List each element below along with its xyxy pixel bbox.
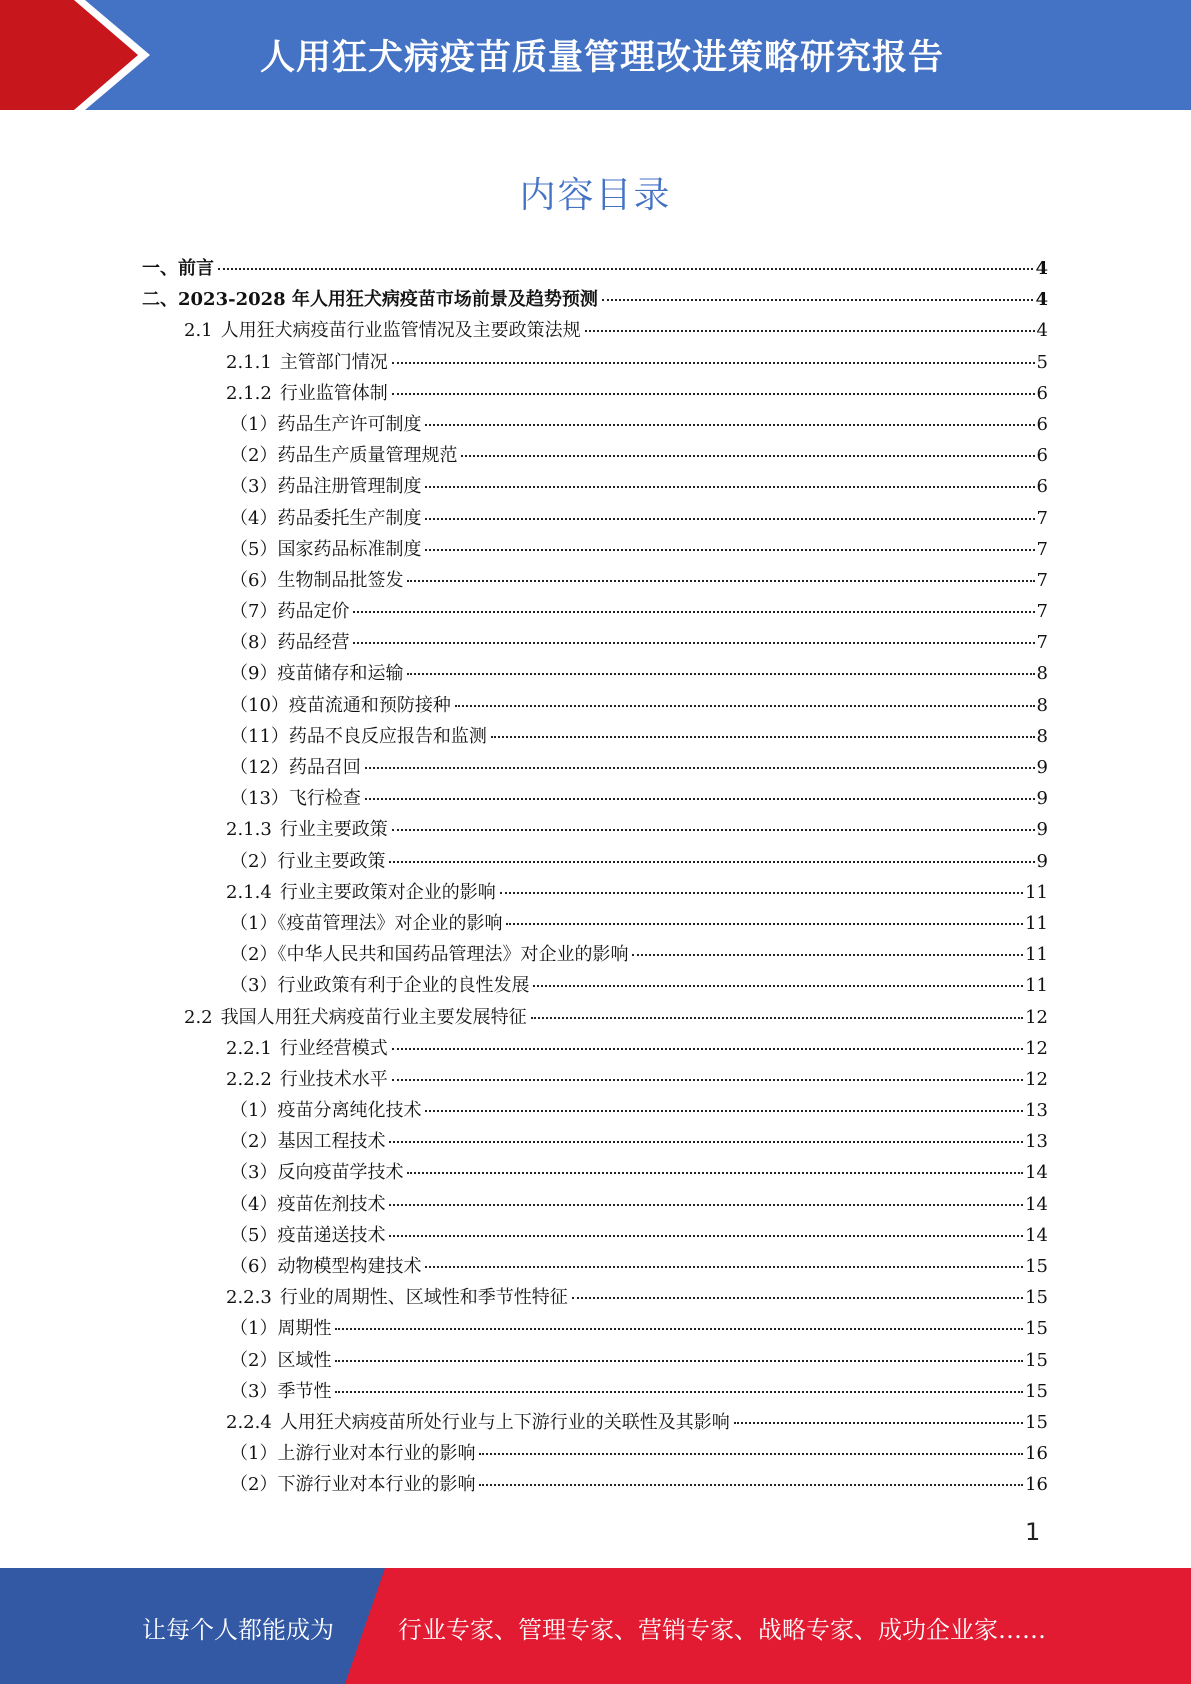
toc-entry-page: 4	[1035, 258, 1048, 279]
toc-dot-leader	[425, 548, 1034, 551]
toc-entry-text: （8）药品经营	[230, 632, 350, 654]
toc-entry-text: （10）疫苗流通和预防接种	[230, 694, 451, 716]
toc-entry-page: 6	[1036, 413, 1048, 435]
toc-entry[interactable]	[142, 1095, 1048, 1126]
toc-entry[interactable]	[142, 596, 1048, 627]
toc-dot-leader	[461, 454, 1034, 457]
toc-entry-text: （6）生物制品批签发	[230, 569, 404, 591]
toc-dot-leader	[365, 766, 1035, 769]
toc-entry-text: （2）下游行业对本行业的影响	[230, 1474, 476, 1496]
toc-entry-text: （3）季节性	[230, 1380, 332, 1402]
toc-dot-leader	[632, 953, 1023, 956]
toc-entry[interactable]	[142, 253, 1048, 284]
toc-entry-label	[230, 627, 349, 658]
toc-entry[interactable]	[142, 284, 1048, 315]
toc-dot-leader	[572, 1296, 1023, 1299]
toc-dot-leader	[533, 984, 1023, 987]
toc-entry[interactable]	[142, 1438, 1048, 1469]
toc-entry-page: 15	[1025, 1380, 1048, 1402]
toc-entry[interactable]	[142, 1313, 1048, 1344]
toc-entry-label	[230, 783, 361, 814]
toc-entry-page: 7	[1036, 632, 1048, 654]
toc-entry-label	[230, 1345, 331, 1376]
toc-entry[interactable]	[142, 970, 1048, 1001]
toc-entry-page: 8	[1036, 725, 1048, 747]
toc-entry-page: 15	[1025, 1287, 1048, 1309]
toc-entry[interactable]	[142, 1033, 1048, 1064]
toc-entry-number: 2.1	[184, 320, 213, 342]
toc-entry-page: 7	[1036, 538, 1048, 560]
toc-dot-leader	[392, 392, 1035, 395]
toc-entry-label	[230, 752, 361, 783]
report-title: 人用狂犬病疫苗质量管理改进策略研究报告	[260, 38, 945, 78]
toc-entry-page: 7	[1036, 601, 1048, 623]
toc-entry-page: 6	[1036, 476, 1048, 498]
toc-entry-number: 2.1.2	[226, 382, 272, 404]
toc-entry-page: 15	[1025, 1349, 1048, 1371]
toc-entry-text: （1）周期性	[230, 1318, 332, 1340]
toc-dot-leader	[353, 641, 1034, 644]
toc-entry-page: 8	[1036, 663, 1048, 685]
toc-entry-text: （2）行业主要政策	[230, 850, 386, 872]
toc-entry[interactable]	[142, 315, 1048, 346]
toc-dot-leader	[491, 735, 1035, 738]
toc-entry-label	[184, 315, 581, 346]
toc-entry-label	[226, 347, 388, 378]
toc-entry-label	[230, 1220, 385, 1251]
toc-dot-leader	[353, 610, 1034, 613]
toc-entry-text: （1）疫苗分离纯化技术	[230, 1100, 422, 1122]
toc-entry-page: 16	[1025, 1443, 1048, 1465]
toc-entry-page: 13	[1025, 1131, 1048, 1153]
toc-entry[interactable]	[142, 565, 1048, 596]
toc-entry-text: （7）药品定价	[230, 601, 350, 623]
toc-dot-leader	[407, 579, 1034, 582]
toc-entry-text: 人用狂犬病疫苗所处行业与上下游行业的关联性及其影响	[279, 1411, 730, 1433]
toc-dot-leader	[500, 891, 1023, 894]
toc-entry-page: 15	[1025, 1411, 1048, 1433]
toc-entry-label	[226, 814, 388, 845]
toc-entry-label	[142, 253, 214, 284]
toc-dot-leader	[479, 1452, 1023, 1455]
toc-entry-page: 11	[1025, 881, 1048, 903]
toc-entry-label	[230, 565, 403, 596]
toc-entry-label	[230, 939, 628, 970]
toc-entry-page: 7	[1036, 507, 1048, 529]
toc-entry-label	[226, 1033, 388, 1064]
toc-entry-number: 2.2.2	[226, 1068, 272, 1090]
toc-entry-page: 12	[1025, 1037, 1048, 1059]
toc-entry-label	[230, 503, 421, 534]
toc-entry-page: 9	[1036, 757, 1048, 778]
toc-entry-page: 12	[1025, 1068, 1048, 1090]
toc-dot-leader	[389, 1203, 1023, 1206]
toc-dot-leader	[335, 1390, 1023, 1393]
toc-entry[interactable]	[142, 409, 1048, 440]
toc-entry-text: 我国人用狂犬病疫苗行业主要发展特征	[220, 1006, 527, 1028]
toc-entry-label	[230, 690, 451, 721]
toc-entry-text: 二、2023-2028 年人用狂犬病疫苗市场前景及趋势预测	[142, 289, 598, 311]
toc-dot-leader	[335, 1359, 1023, 1362]
toc-entry[interactable]	[142, 1282, 1048, 1313]
red-chevron-shape	[0, 0, 142, 110]
toc-entry-text: 主管部门情况	[279, 351, 388, 373]
toc-entry-page: 15	[1025, 1256, 1048, 1277]
toc-entry[interactable]	[142, 1469, 1048, 1500]
toc-entry-label	[230, 721, 487, 752]
toc-entry-page: 12	[1025, 1006, 1048, 1028]
toc-entry[interactable]	[142, 783, 1048, 814]
toc-entry-number: 2.1.4	[226, 881, 272, 903]
toc-entry-text: （2）药品生产质量管理规范	[230, 445, 458, 467]
toc-entry-text: 行业经营模式	[279, 1037, 388, 1059]
toc-dot-leader	[392, 361, 1035, 364]
toc-entry-number: 2.2.3	[226, 1287, 272, 1309]
toc-entry-page: 4	[1035, 289, 1048, 311]
toc-entry-label	[226, 877, 496, 908]
toc-entry-page: 6	[1036, 382, 1048, 404]
toc-entry[interactable]	[142, 440, 1048, 471]
toc-entry-label	[230, 440, 457, 471]
toc-entry-number: 2.2	[184, 1006, 213, 1028]
toc-entry[interactable]	[142, 1407, 1048, 1438]
toc-dot-leader	[425, 1109, 1023, 1112]
toc-entry-label	[142, 284, 598, 315]
toc-dot-leader	[455, 704, 1035, 707]
toc-dot-leader	[335, 1327, 1023, 1330]
toc-entry-text: （4）药品委托生产制度	[230, 507, 422, 529]
toc-dot-leader	[218, 267, 1033, 270]
toc-dot-leader	[365, 797, 1035, 800]
toc-entry-label	[226, 1282, 568, 1313]
toc-entry[interactable]	[142, 378, 1048, 409]
toc-entry-label	[230, 1376, 331, 1407]
toc-entry[interactable]	[142, 1126, 1048, 1157]
toc-entry-page: 11	[1025, 944, 1048, 966]
toc-entry[interactable]	[142, 939, 1048, 970]
toc-entry-label	[230, 1251, 421, 1282]
toc-entry-number: 2.2.1	[226, 1037, 272, 1059]
toc-entry[interactable]	[142, 1251, 1048, 1282]
toc-dot-leader	[392, 1047, 1023, 1050]
toc-entry-page: 11	[1025, 912, 1048, 934]
toc-entry-page: 14	[1025, 1162, 1048, 1184]
footer-roles: 行业专家、管理专家、营销专家、战略专家、成功企业家……	[398, 1616, 1046, 1644]
toc-entry-text: （1）《疫苗管理法》对企业的影响	[230, 912, 503, 934]
toc-dot-leader	[425, 485, 1034, 488]
toc-entry-page: 14	[1025, 1224, 1048, 1246]
toc-entry-label	[230, 1313, 331, 1344]
toc-entry-label	[230, 658, 403, 689]
toc-entry-label	[230, 471, 421, 502]
toc-entry-text: （1）上游行业对本行业的影响	[230, 1443, 476, 1465]
toc-entry[interactable]	[142, 1345, 1048, 1376]
toc-entry[interactable]	[142, 721, 1048, 752]
toc-entry[interactable]	[142, 846, 1048, 877]
toc-dot-leader	[392, 828, 1035, 831]
toc-entry[interactable]	[142, 1220, 1048, 1251]
toc-entry-page: 13	[1025, 1100, 1048, 1122]
footer-banner	[0, 1568, 1191, 1684]
toc-dot-leader	[602, 298, 1034, 301]
toc-entry-text: （5）国家药品标准制度	[230, 538, 422, 560]
toc-entry-label	[230, 1469, 475, 1500]
toc-entry-text: （3）反向疫苗学技术	[230, 1162, 404, 1184]
toc-entry-text: （1）药品生产许可制度	[230, 413, 422, 435]
toc-dot-leader	[425, 517, 1034, 520]
toc-dot-leader	[407, 672, 1034, 675]
toc-entry-text: （5）疫苗递送技术	[230, 1224, 386, 1246]
toc-entry[interactable]	[142, 534, 1048, 565]
toc-entry-page: 14	[1025, 1193, 1048, 1215]
toc-dot-leader	[425, 423, 1034, 426]
toc-dot-leader	[506, 922, 1023, 925]
toc-entry-text: （11）药品不良反应报告和监测	[230, 725, 487, 747]
toc-dot-leader	[425, 1265, 1023, 1268]
toc-entry-text: （2）基因工程技术	[230, 1131, 386, 1153]
toc-entry-page: 9	[1036, 819, 1048, 841]
toc-entry-text: （3）行业政策有利于企业的良性发展	[230, 975, 530, 997]
toc-entry-page: 4	[1036, 320, 1048, 342]
toc-entry-text: （3）药品注册管理制度	[230, 476, 422, 498]
toc-entry-number: 2.1.3	[226, 819, 272, 841]
toc-entry-label	[230, 596, 349, 627]
toc-entry-text: 行业主要政策对企业的影响	[279, 881, 496, 903]
toc-entry-text: 行业技术水平	[279, 1068, 388, 1090]
toc-entry-page: 11	[1025, 975, 1048, 997]
toc-entry-label	[226, 1064, 388, 1095]
toc-entry-label	[230, 1095, 421, 1126]
toc-entry-text: （12）药品召回	[230, 757, 361, 778]
toc-entry-text: 人用狂犬病疫苗行业监管情况及主要政策法规	[220, 320, 581, 342]
toc-dot-leader	[389, 1140, 1023, 1143]
toc-entry-page: 7	[1036, 569, 1048, 591]
toc-entry[interactable]	[142, 658, 1048, 689]
toc-dot-leader	[392, 1078, 1023, 1081]
toc-entry-page: 5	[1036, 351, 1048, 373]
toc-entry-label	[230, 1438, 475, 1469]
toc-entry-page: 16	[1025, 1474, 1048, 1496]
toc-entry-page: 15	[1025, 1318, 1048, 1340]
toc-entry-page: 6	[1036, 445, 1048, 467]
toc-entry[interactable]	[142, 1189, 1048, 1220]
page-number: 1	[1025, 1518, 1041, 1546]
toc-entry[interactable]	[142, 814, 1048, 845]
toc-dot-leader	[389, 1234, 1023, 1237]
toc-entry-label	[230, 1126, 385, 1157]
toc-entry[interactable]	[142, 690, 1048, 721]
toc-entry-page: 9	[1036, 850, 1048, 872]
toc-entry-page: 8	[1036, 694, 1048, 716]
toc-entry-label	[230, 846, 385, 877]
toc-entry-text: （6）动物模型构建技术	[230, 1256, 422, 1277]
toc-entry[interactable]	[142, 1064, 1048, 1095]
toc-entry-text: 行业的周期性、区域性和季节性特征	[279, 1287, 568, 1309]
toc-entry-number: 2.1.1	[226, 351, 272, 373]
toc-entry-text: 行业主要政策	[279, 819, 388, 841]
toc-entry-label	[230, 908, 502, 939]
toc-entry[interactable]	[142, 627, 1048, 658]
toc-entry[interactable]	[142, 503, 1048, 534]
toc-entry-text: 行业监管体制	[279, 382, 388, 404]
toc-entry-text: （2）《中华人民共和国药品管理法》对企业的影响	[230, 944, 629, 966]
toc-entry[interactable]	[142, 1376, 1048, 1407]
toc-entry-label	[230, 534, 421, 565]
toc-entry-text: 一、前言	[142, 258, 214, 279]
toc-entry-text: （4）疫苗佐剂技术	[230, 1193, 386, 1215]
toc-entry-text: （9）疫苗储存和运输	[230, 663, 404, 685]
toc-entry-text: （13）飞行检查	[230, 788, 361, 810]
toc-entry[interactable]	[142, 1157, 1048, 1188]
toc-entry-label	[230, 1157, 403, 1188]
toc-entry-label	[230, 409, 421, 440]
toc-entry-text: （2）区域性	[230, 1349, 332, 1371]
toc-dot-leader	[407, 1171, 1023, 1174]
toc-dot-leader	[734, 1421, 1023, 1424]
report-header-banner	[0, 0, 1191, 110]
toc-heading: 内容目录	[519, 175, 672, 216]
toc-entry[interactable]	[142, 877, 1048, 908]
toc-entry-label	[184, 1002, 527, 1033]
toc-entry[interactable]	[142, 1002, 1048, 1033]
toc-entry[interactable]	[142, 752, 1048, 783]
toc-dot-leader	[585, 329, 1035, 332]
toc-entry[interactable]	[142, 908, 1048, 939]
toc-entry-label	[226, 378, 388, 409]
toc-dot-leader	[479, 1483, 1023, 1486]
toc-dot-leader	[531, 1016, 1023, 1019]
toc-entry-label	[230, 1189, 385, 1220]
toc-entry-label	[226, 1407, 730, 1438]
toc-entry-number: 2.2.4	[226, 1411, 272, 1433]
toc-entry[interactable]	[142, 347, 1048, 378]
toc-entry-label	[230, 970, 529, 1001]
footer-slogan: 让每个人都能成为	[142, 1616, 334, 1644]
toc-entry-page: 9	[1036, 788, 1048, 810]
toc-dot-leader	[389, 860, 1034, 863]
toc-entry[interactable]	[142, 471, 1048, 502]
table-of-contents	[142, 253, 1048, 1501]
